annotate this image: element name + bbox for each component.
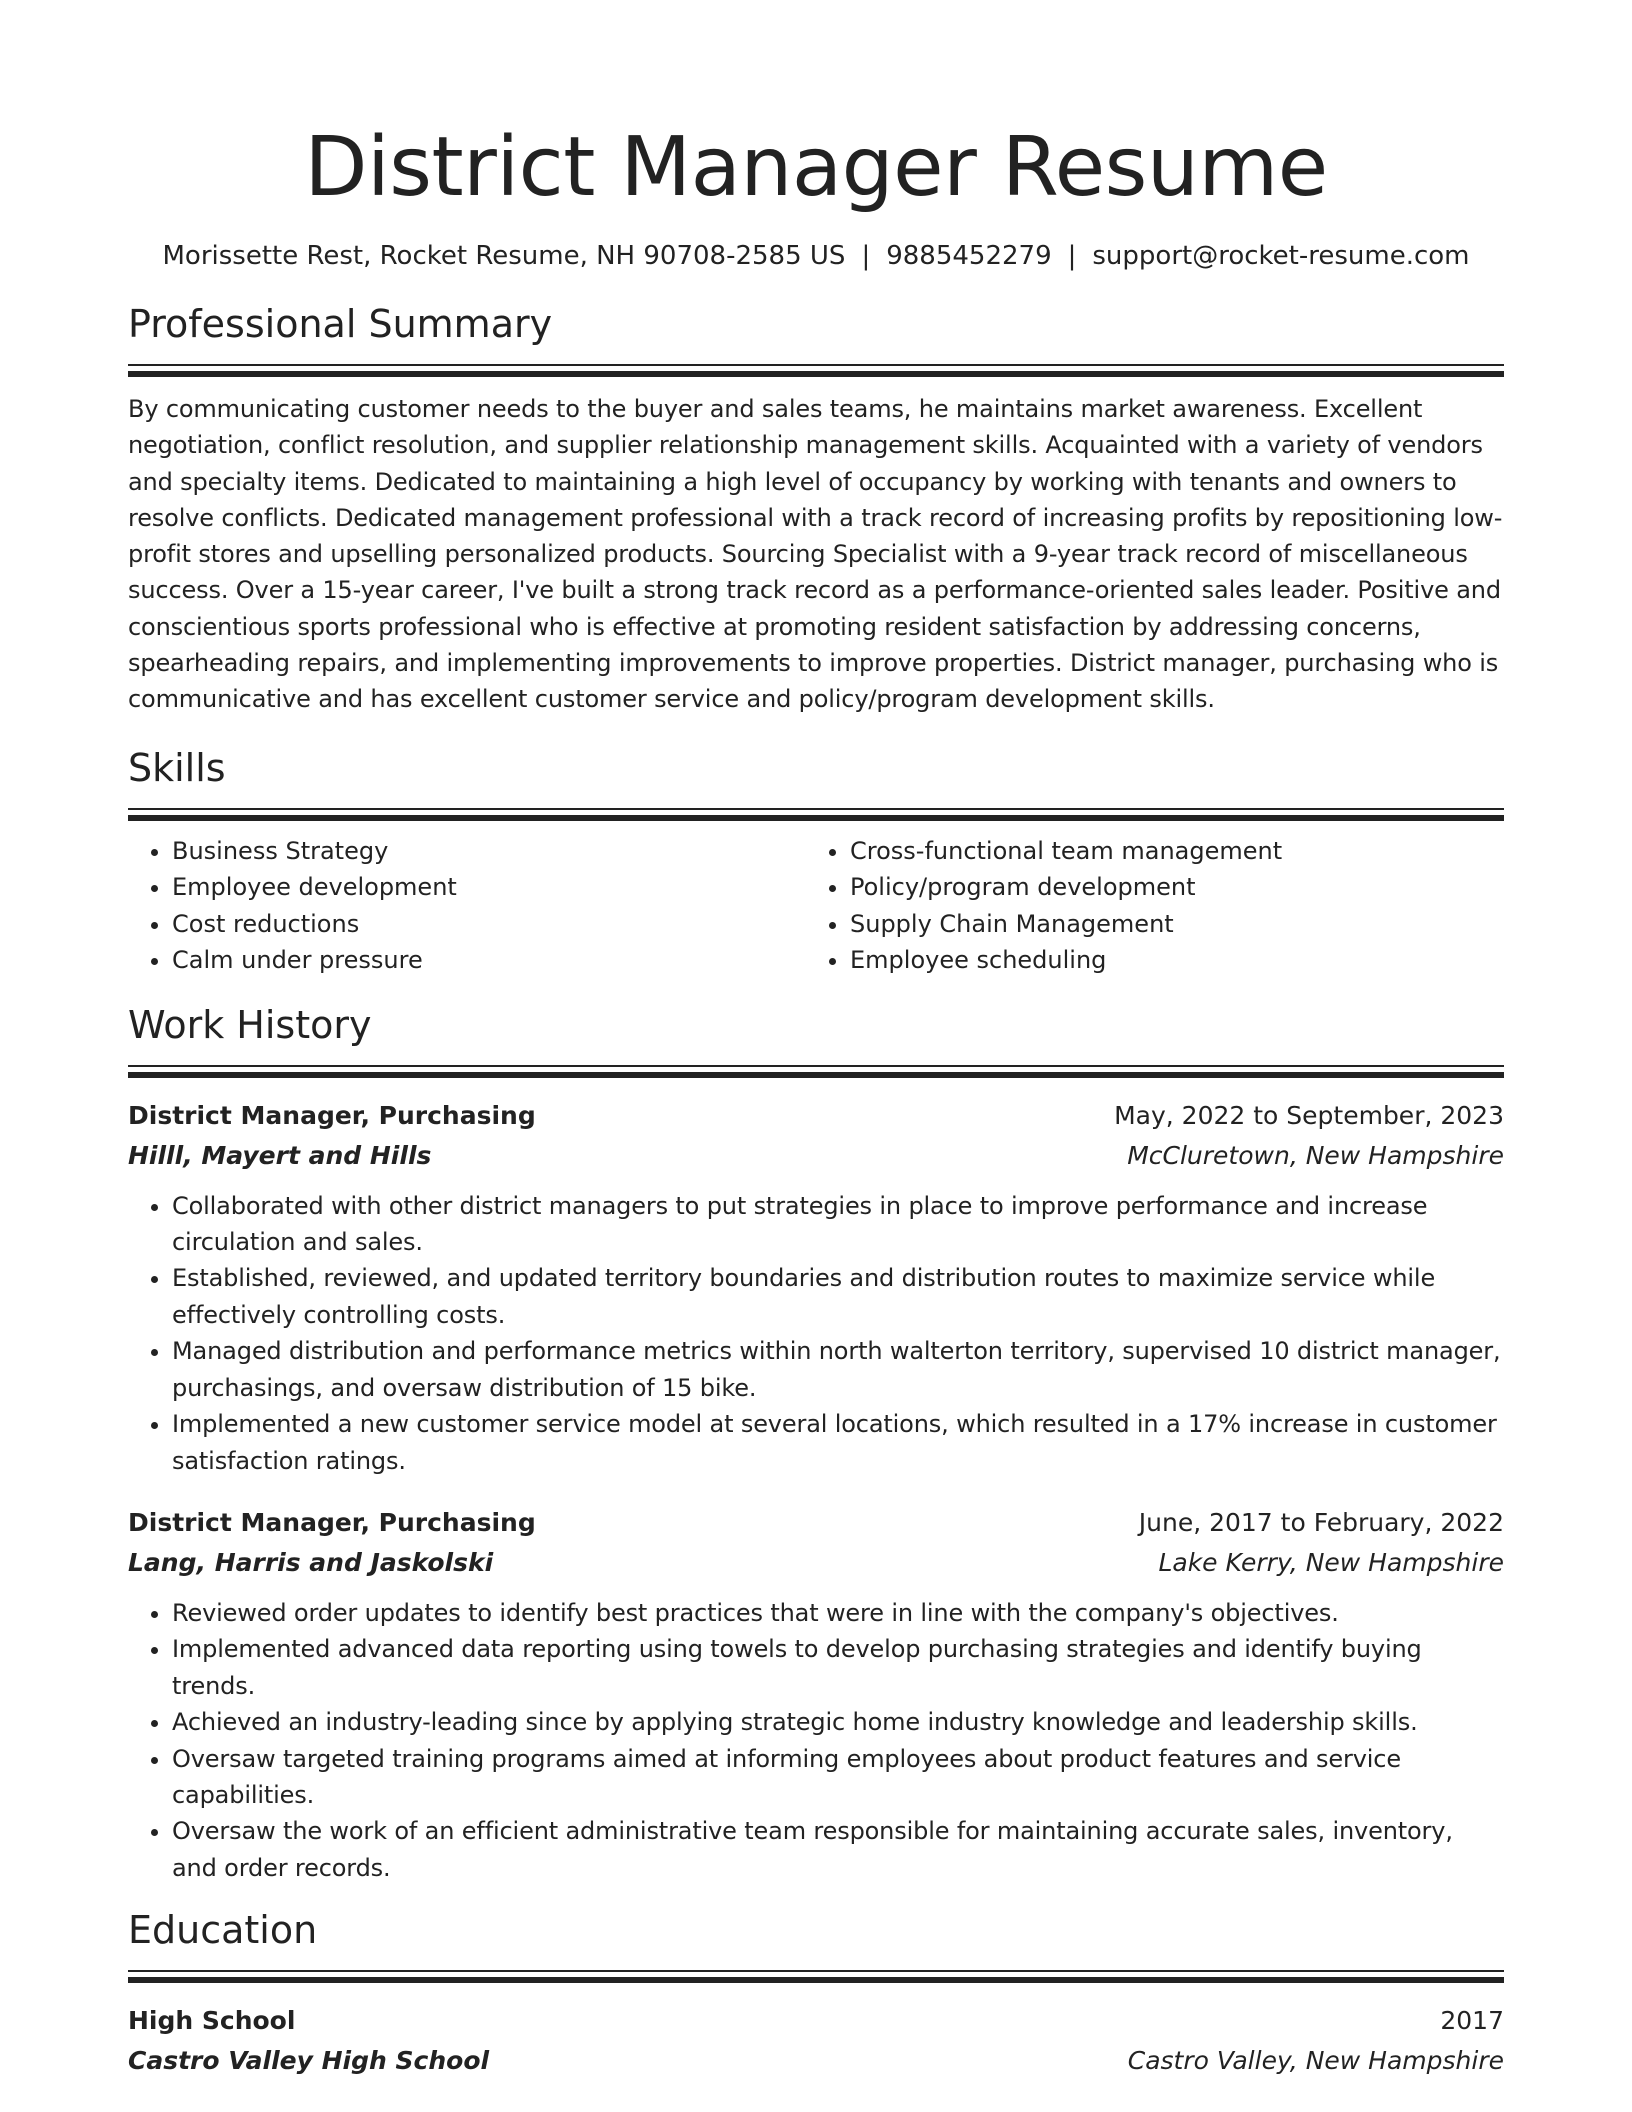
education-degree: High School bbox=[128, 2006, 296, 2036]
skills-list-right bbox=[806, 833, 1504, 979]
job-bullet: • Collaborated with other district managers to put strategies in place to improve performance and increase circulation and sales. bbox=[172, 1188, 1504, 1261]
education-school: Castro Valley High School bbox=[128, 2046, 490, 2076]
contact-phone: 9885452279 bbox=[886, 241, 1052, 271]
job-company: Lang, Harris and Jaskolski bbox=[128, 1547, 494, 1577]
job-dates: June, 2017 to February, 2022 bbox=[1138, 1507, 1504, 1537]
skill-item: • Supply Chain Management bbox=[850, 906, 1504, 943]
job-title: District Manager, Purchasing bbox=[128, 1100, 536, 1130]
contact-separator: | bbox=[1067, 241, 1077, 271]
job-company: Hilll, Mayert and Hills bbox=[128, 1140, 432, 1170]
job-header-row bbox=[128, 1503, 1504, 1543]
job-bullet: • Managed distribution and performance metrics within north walterton territory, supervised 10 district manager, purchasings, and oversaw distribution of 15 bike. bbox=[172, 1333, 1504, 1406]
skill-item: • Policy/program development bbox=[850, 869, 1504, 906]
summary-heading: Professional Summary bbox=[128, 302, 553, 346]
contact-email: support@rocket-resume.com bbox=[1092, 241, 1470, 271]
skills-list-left bbox=[128, 833, 806, 979]
section-divider bbox=[128, 1065, 1504, 1078]
education-section bbox=[128, 1906, 1504, 2081]
education-year: 2017 bbox=[1440, 2006, 1504, 2036]
section-divider bbox=[128, 364, 1504, 377]
contact-separator: | bbox=[861, 241, 871, 271]
job-bullet: • Implemented a new customer service model at several locations, which resulted in a 17% increase in customer satisfaction ratings. bbox=[172, 1406, 1504, 1479]
section-divider bbox=[128, 808, 1504, 821]
job-bullet: • Oversaw targeted training programs aimed at informing employees about product features and service capabilities. bbox=[172, 1741, 1504, 1814]
skill-item: • Calm under pressure bbox=[172, 942, 806, 979]
job-bullet-list bbox=[128, 1595, 1504, 1886]
job-location: Lake Kerry, New Hampshire bbox=[1158, 1547, 1504, 1577]
summary-section bbox=[128, 300, 1504, 718]
skills-heading: Skills bbox=[128, 745, 226, 790]
skills-grid bbox=[128, 833, 1504, 979]
job-bullet-list bbox=[128, 1188, 1504, 1479]
skill-item: • Business Strategy bbox=[172, 833, 806, 870]
job-bullet: • Implemented advanced data reporting using towels to develop purchasing strategies and identify buying trends. bbox=[172, 1631, 1504, 1704]
summary-text: By communicating customer needs to the buyer and sales teams, he maintains market awareness. Excellent negotiation, conflict resolution, and supplier relationship management skills. Acquainted with a variety of vendors and specialty items. Dedicated to maintaining a high level of occupancy by working with tenants and owners to resolve conflicts. Dedicated management professional with a track record of increasing profits by repositioning low-profit stores and upselling personalized products. Sourcing Specialist with a 9-year track record of miscellaneous success. Over a 15-year career, I've built a strong track record as a performance-oriented sales leader. Positive and conscientious sports professional who is effective at promoting resident satisfaction by addressing concerns, spearheading repairs, and implementing improvements to improve properties. District manager, purchasing who is communicative and has excellent customer service and policy/program development skills. bbox=[128, 395, 1503, 714]
skill-item: • Employee development bbox=[172, 869, 806, 906]
job-header-row bbox=[128, 1096, 1504, 1136]
education-degree-row bbox=[128, 2001, 1504, 2041]
job-entry bbox=[128, 1503, 1504, 1886]
skill-item: • Cost reductions bbox=[172, 906, 806, 943]
job-company-row bbox=[128, 1136, 1504, 1176]
job-bullet: • Reviewed order updates to identify best practices that were in line with the company's objectives. bbox=[172, 1595, 1504, 1631]
contact-line bbox=[128, 238, 1504, 274]
job-entry bbox=[128, 1096, 1504, 1479]
job-bullet: • Established, reviewed, and updated territory boundaries and distribution routes to maximize service while effectively controlling costs. bbox=[172, 1260, 1504, 1333]
contact-address: Morissette Rest, Rocket Resume, NH 90708-2585 US bbox=[162, 241, 846, 271]
job-dates: May, 2022 to September, 2023 bbox=[1114, 1100, 1504, 1130]
work-history-section bbox=[128, 1001, 1504, 1887]
skill-item: • Cross-functional team management bbox=[850, 833, 1504, 870]
job-bullet: • Oversaw the work of an efficient administrative team responsible for maintaining accurate sales, inventory, and order records. bbox=[172, 1813, 1504, 1886]
resume-title: District Manager Resume bbox=[304, 120, 1328, 215]
education-location: Castro Valley, New Hampshire bbox=[1127, 2046, 1504, 2076]
education-school-row bbox=[128, 2041, 1504, 2081]
job-bullet: • Achieved an industry-leading since by applying strategic home industry knowledge and leadership skills. bbox=[172, 1704, 1504, 1740]
resume-page bbox=[128, 0, 1504, 2081]
job-title: District Manager, Purchasing bbox=[128, 1507, 536, 1537]
skill-item: • Employee scheduling bbox=[850, 942, 1504, 979]
education-heading: Education bbox=[128, 1908, 318, 1953]
education-entry bbox=[128, 2001, 1504, 2081]
job-location: McCluretown, New Hampshire bbox=[1127, 1140, 1504, 1170]
skills-section bbox=[128, 744, 1504, 979]
work-history-heading: Work History bbox=[128, 1002, 372, 1047]
section-divider bbox=[128, 1970, 1504, 1983]
job-company-row bbox=[128, 1543, 1504, 1583]
